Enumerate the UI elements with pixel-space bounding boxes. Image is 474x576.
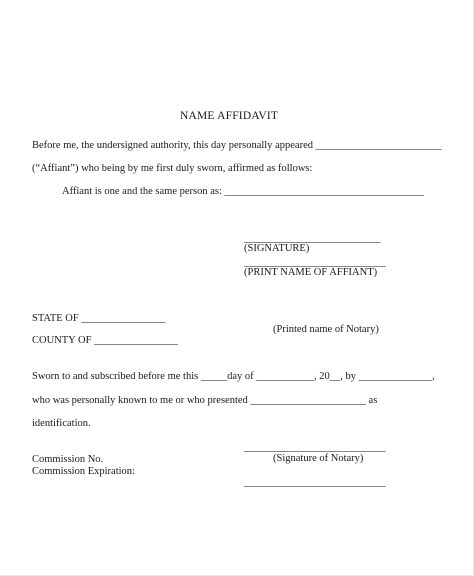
notary-signature-rule-bottom: ___________________________	[244, 477, 386, 488]
commission-number-label: Commission No.	[32, 454, 104, 465]
printed-notary-label: (Printed name of Notary)	[273, 324, 379, 335]
affiant-line: (“Affiant”) who being by me first duly sworn, affirmed as follows:	[32, 163, 313, 174]
identification-line: identification.	[32, 418, 91, 429]
signature-rule: __________________________	[244, 233, 381, 244]
notary-signature-label: (Signature of Notary)	[273, 453, 364, 464]
print-name-label: (PRINT NAME OF AFFIANT)	[244, 267, 378, 278]
intro-line: Before me, the undersigned authority, this day personally appeared ________________________	[32, 140, 442, 151]
print-name-rule: ___________________________	[244, 257, 386, 268]
same-person-line: Affiant is one and the same person as: ______________________________________	[62, 186, 425, 197]
sworn-line: Sworn to and subscribed before me this _____day of ___________, 20__, by ______________,	[32, 371, 435, 382]
state-line: STATE OF ________________	[32, 313, 166, 324]
document-title: NAME AFFIDAVIT	[180, 110, 279, 122]
commission-expiration-label: Commission Expiration:	[32, 466, 135, 477]
known-line: who was personally known to me or who presented ______________________ as	[32, 395, 378, 406]
signature-label: (SIGNATURE)	[244, 243, 310, 254]
notary-signature-rule-top: ___________________________	[244, 442, 386, 453]
county-line: COUNTY OF ________________	[32, 335, 179, 346]
